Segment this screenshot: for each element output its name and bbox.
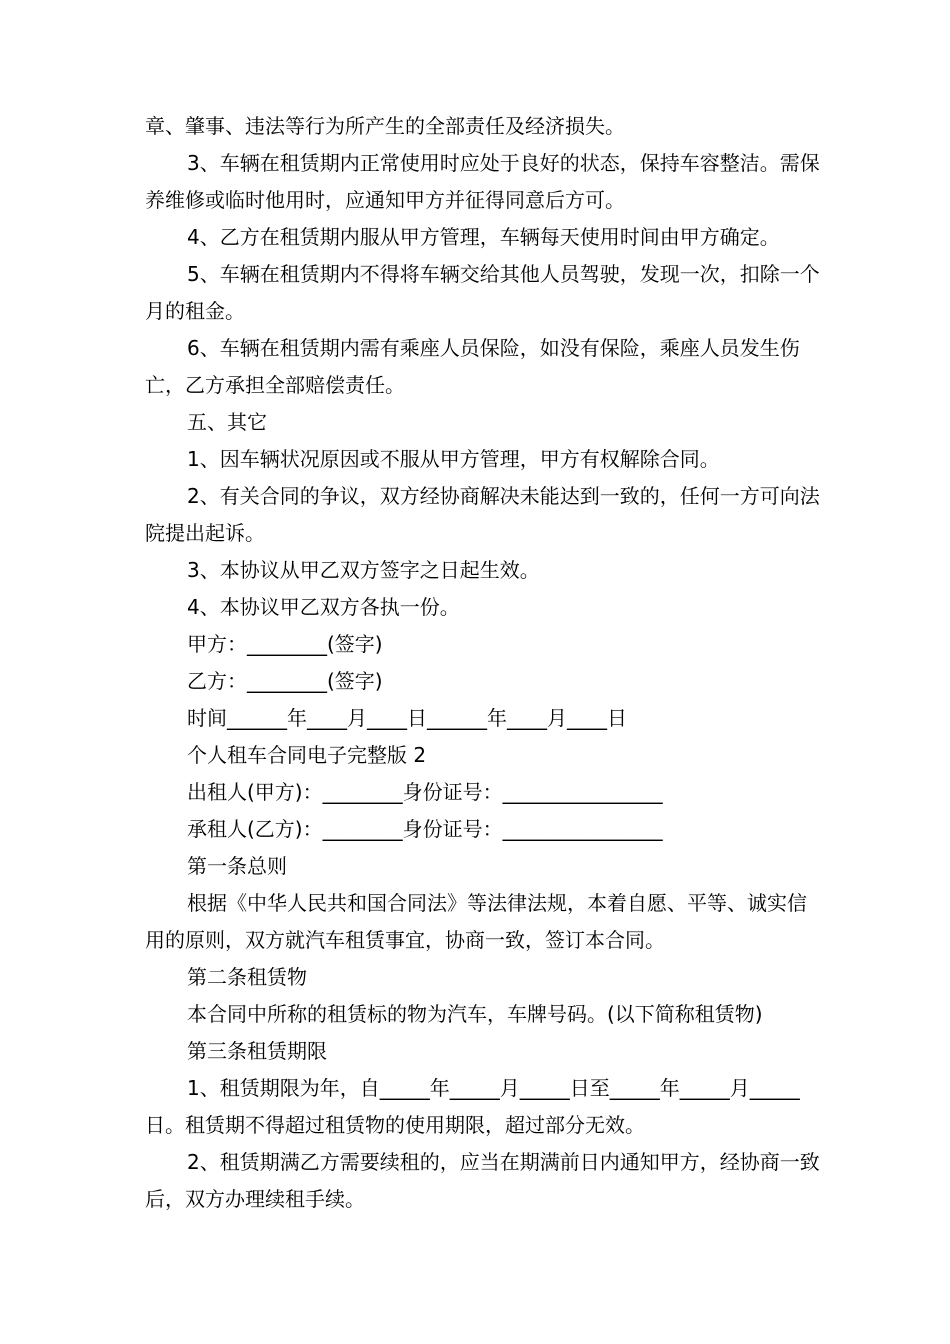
- paragraph: 章、肇事、违法等行为所产生的全部责任及经济损失。: [145, 114, 625, 138]
- paragraph: 2、租赁期满乙方需要续租的，应当在期满前日内通知甲方，经协商一致后，双方办理续租手续。: [145, 1150, 820, 1211]
- date-line: 时间______年____月____日______年____月____日: [187, 706, 627, 730]
- paragraph: 1、租赁期限为年，自_____年_____月_____日至_____年_____月_____日。租赁期不得超过租赁物的使用期限，超过部分无效。: [145, 1076, 800, 1137]
- paragraph: 1、因车辆状况原因或不服从甲方管理，甲方有权解除合同。: [187, 447, 720, 471]
- document-body: [145, 108, 825, 1218]
- article-heading: 第二条租赁物: [187, 965, 307, 989]
- paragraph: 5、车辆在租赁期内不得将车辆交给其他人员驾驶，发现一次，扣除一个月的租金。: [145, 262, 820, 323]
- paragraph: 4、乙方在租赁期内服从甲方管理，车辆每天使用时间由甲方确定。: [187, 225, 780, 249]
- paragraph: 3、车辆在租赁期内正常使用时应处于良好的状态，保持车容整洁。需保养维修或临时他用时，应通知甲方并征得同意后方可。: [145, 151, 820, 212]
- paragraph: 本合同中所称的租赁标的物为汽车，车牌号码。(以下简称租赁物): [187, 1002, 763, 1026]
- lessee-line: 承租人(乙方)：________身份证号：________________: [187, 817, 663, 841]
- section-heading: 五、其它: [187, 410, 267, 434]
- article-heading: 第一条总则: [187, 854, 287, 878]
- paragraph: 6、车辆在租赁期内需有乘座人员保险，如没有保险，乘座人员发生伤亡，乙方承担全部赔偿责任。: [145, 336, 800, 397]
- paragraph: 根据《中华人民共和国合同法》等法律法规，本着自愿、平等、诚实信用的原则，双方就汽车租赁事宜，协商一致，签订本合同。: [145, 891, 807, 952]
- article-heading: 第三条租赁期限: [187, 1039, 327, 1063]
- signature-line-party-b: 乙方：________(签字): [187, 669, 383, 693]
- paragraph: 2、有关合同的争议，双方经协商解决未能达到一致的，任何一方可向法院提出起诉。: [145, 484, 820, 545]
- paragraph: 4、本协议甲乙双方各执一份。: [187, 595, 460, 619]
- paragraph: 3、本协议从甲乙双方签字之日起生效。: [187, 558, 540, 582]
- signature-line-party-a: 甲方：________(签字): [187, 632, 383, 656]
- lessor-line: 出租人(甲方)：________身份证号：________________: [187, 780, 663, 804]
- contract-title: 个人租车合同电子完整版 2: [187, 743, 427, 767]
